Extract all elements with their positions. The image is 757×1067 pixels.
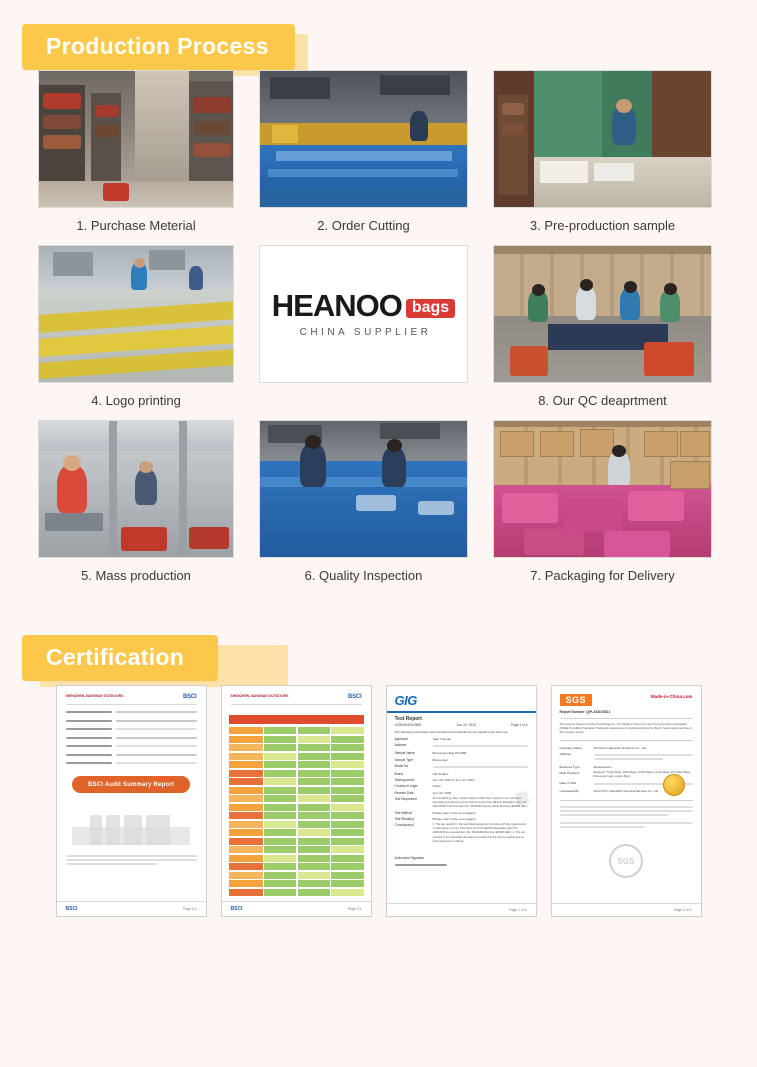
table-header-row <box>229 715 364 724</box>
process-image-qc-department <box>493 245 712 383</box>
certificate-bsci-audit-table[interactable] <box>221 685 372 917</box>
process-image-quality-inspection <box>259 420 468 558</box>
process-caption-2: 2. Order Cutting <box>317 218 410 233</box>
doc-header <box>552 686 701 710</box>
report-intro: This report is issued to Foshan Technology Co., Ltd. (Made-in-China.com) and the supervising investigation (MADE-IN-CHINA) Standards Trademark Assessment of products and Exports, Brand, Senior and enterprise of SN company scores. <box>559 723 692 735</box>
table-row <box>229 812 364 819</box>
process-image-purchase-material <box>38 70 234 208</box>
gig-logo-icon: GIG <box>394 693 417 708</box>
audit-results-table <box>222 709 371 896</box>
production-process-grid <box>0 70 757 583</box>
table-row <box>229 846 364 853</box>
brand-tagline: CHINA SUPPLIER <box>299 327 432 338</box>
process-image-pre-production-sample <box>493 70 712 208</box>
report-intro: The following information was submitted and identified by/on behalf of the client as: <box>394 730 509 734</box>
brand-logo <box>272 290 455 321</box>
bsci-logo-icon: BSCI <box>347 694 362 700</box>
table-row <box>229 889 364 896</box>
report-number: QIP-ASI107821 <box>586 710 611 714</box>
report-number-label: Report Number <box>559 710 585 714</box>
table-row <box>229 838 364 845</box>
certificate-bsci-audit-summary[interactable] <box>56 685 207 917</box>
process-row-2 <box>0 245 757 408</box>
field-value: Toan Transtel <box>432 737 452 741</box>
doc-header <box>387 686 536 713</box>
field-value: Shenzhen Jiangnan Outdoors Co., Ltd. <box>593 746 647 751</box>
table-row <box>229 855 364 862</box>
table-row <box>229 863 364 870</box>
field-label: Date of Visit <box>559 780 577 785</box>
brand-logo-cell <box>259 245 468 383</box>
process-row-3 <box>0 420 757 583</box>
process-image-order-cutting <box>259 70 468 208</box>
field-value: Gift Textiles <box>432 771 449 776</box>
table-row <box>229 787 364 794</box>
field-value: China <box>432 784 441 789</box>
footer-page-number: Page 1 of 4 <box>509 908 527 912</box>
process-step-4 <box>38 245 234 408</box>
process-caption-5: 5. Mass production <box>81 568 191 583</box>
field-value: 1. The test result(s) in the submitted sample(s) Complies with the requirements on AZO dyes in Annex XVII items 43 of the REACH Regulation (EC) No. 1907/2006 & amended (EC) No. 552/2009 Directive (EN208 HEC). 2. The test result(s) in the submitted sample(s) Complies with the client's requirement on Color Fastness to rubbing. <box>432 823 527 843</box>
doc-footer <box>552 903 701 916</box>
doc-header <box>231 694 362 705</box>
bsci-audit-summary-badge: BSCI Audit Summary Report <box>72 776 190 793</box>
certificate-gig-test-report[interactable] <box>386 685 537 917</box>
process-caption-7: 7. Packaging for Delivery <box>530 568 675 583</box>
table-row <box>229 804 364 811</box>
process-caption-8: 8. Our QC deaprtment <box>538 393 667 408</box>
process-caption-4: 4. Logo printing <box>91 393 181 408</box>
process-step-3 <box>493 70 712 233</box>
field-label: Main Products <box>559 770 580 775</box>
footer-page-number: Page 1/1 <box>347 907 362 911</box>
signature-label: Authorized Signature <box>394 855 425 860</box>
bsci-illustration <box>72 799 190 845</box>
certification-documents <box>0 685 757 917</box>
bsci-logo-icon: BSCI <box>182 694 197 700</box>
field-value: Jun. 20, 2015 to Jun. 24, 2015 <box>432 778 475 783</box>
field-label: Address <box>394 743 407 748</box>
table-row <box>229 880 364 887</box>
brand-badge: bags <box>406 299 455 318</box>
field-value: As submitted by client, determination of AZO dyes content in the submitted sample(s) according to Annex XVII items 43 of the REACH Regulation (EC) No. 1907/2006 & directive (EC) No. 552/2009 (Apolity Nitrile Directive (EN208 HEC) <box>432 796 528 808</box>
table-row <box>229 744 364 751</box>
field-value: Messenger <box>432 757 448 762</box>
table-row <box>229 872 364 879</box>
field-label: Address <box>559 752 571 757</box>
field-label: Conclusion(s) <box>394 823 414 828</box>
field-label: Sample Name <box>394 751 415 756</box>
field-value: SGS-CSTC Standards Technical Services Co., Ltd. <box>593 789 659 794</box>
banner-wrap-production <box>22 24 295 70</box>
report-title: Test Report <box>394 716 422 722</box>
report-date: Jun. 24, 2015 <box>456 723 476 727</box>
table-row <box>229 736 364 743</box>
certificate-sgs-report[interactable] <box>551 685 702 917</box>
section-title-production: Production Process <box>22 24 295 70</box>
footer-page-number: Page 1 of 1 <box>674 908 692 912</box>
process-image-packaging-for-delivery <box>493 420 712 558</box>
process-step-2 <box>259 70 468 233</box>
doc-company-name: SHENZHEN JIANGNAN OUTDOORS <box>65 694 124 698</box>
footer-note <box>396 908 397 912</box>
field-value: Jun. 20, 2015 <box>432 790 452 795</box>
report-page: Page 1 of 4 <box>511 723 528 727</box>
process-step-6 <box>259 420 468 583</box>
process-step-5 <box>38 420 234 583</box>
field-label: Sample Type <box>394 757 414 762</box>
footer-page-number: Page 1/1 <box>182 907 197 911</box>
doc-company-name: SHENZHEN JIANGNAN OUTDOORS <box>230 694 289 698</box>
field-label: Model No. <box>394 763 410 768</box>
field-label: Country of origin <box>394 784 418 789</box>
field-value: Messenger Bag PC1088 <box>432 751 467 756</box>
process-image-logo-printing <box>38 245 234 383</box>
field-label: Testing period <box>394 778 415 783</box>
footer-note <box>561 908 562 912</box>
made-in-china-logo-icon: Made-in-China.com <box>650 694 693 699</box>
process-caption-1: 1. Purchase Meterial <box>76 218 196 233</box>
footer-bsci-logo-icon: BSCI <box>65 906 78 912</box>
process-row-1 <box>0 70 757 233</box>
report-meta <box>387 722 536 730</box>
field-value: Backpack, Trolley Bags, Waist Bags, School Bags, Cooler Bags, Promotion Bags, Messenger bags, Laptop Bags <box>593 770 691 778</box>
sgs-logo-icon: SGS <box>560 694 593 706</box>
field-label: Receive Date <box>394 790 414 795</box>
field-label: Conducted By <box>559 789 579 794</box>
field-value: Manufacturer <box>593 764 612 769</box>
field-value: Please refer to the next page(s) <box>432 811 476 816</box>
field-label: Company Name <box>559 746 582 751</box>
process-caption-3: 3. Pre-production sample <box>529 218 676 233</box>
report-meta: Report Number: QIP-ASI107821 This report is issued to Foshan Technology Co., Ltd. (Made-in-China.com) and the supervising investigation (MADE-IN-CHINA) Standards Trademark Assessment of products and Exports, Brand, Senior and enterprise of SN company scores. Company Name Shenzhen Jiangnan Outdoors Co., Ltd. Address Business Type Manufacturer Main Products Backpack, Trolley Bags, Waist Bags, School Bags, Cooler Bags, Promotion Bags, Messenger bags, Laptop Bags Date of Visit Conducted By SGS-CSTC Standards Technical Services Co., Ltd. <box>552 710 701 828</box>
table-row <box>229 829 364 836</box>
table-row <box>229 727 364 734</box>
field-label: Test Result(s) <box>394 817 414 822</box>
process-image-mass-production <box>38 420 234 558</box>
table-row <box>229 753 364 760</box>
brand-name: HEANOO <box>271 288 402 323</box>
process-step-7 <box>493 420 712 583</box>
doc-header <box>66 694 197 705</box>
report-number: G15040161943BN <box>394 723 421 727</box>
field-label: Brand <box>394 771 404 776</box>
field-label: Business Type <box>559 764 580 769</box>
doc-footer <box>57 901 206 916</box>
gold-medal-icon <box>663 774 685 796</box>
sgs-seal-icon: SGS <box>609 844 643 878</box>
table-row <box>229 821 364 828</box>
field-label: Applicant <box>394 737 408 741</box>
certification-header <box>0 591 757 670</box>
table-row <box>229 761 364 768</box>
watermark: ■ <box>510 780 533 814</box>
doc-footer <box>222 901 371 916</box>
field-label: Test Requested <box>394 796 417 801</box>
process-step-1 <box>38 70 234 233</box>
table-row <box>229 770 364 777</box>
table-row <box>229 778 364 785</box>
table-row <box>229 795 364 802</box>
production-process-header <box>0 0 757 59</box>
field-value: Please refer to the next page(s) <box>432 817 476 822</box>
footer-bsci-logo-icon: BSCI <box>230 906 243 912</box>
doc-footer <box>387 903 536 916</box>
section-title-certification: Certification <box>22 635 218 681</box>
process-caption-6: 6. Quality Inspection <box>304 568 423 583</box>
process-step-8 <box>493 245 712 408</box>
banner-wrap-certification <box>22 635 218 681</box>
field-label: Test Method <box>394 811 412 816</box>
